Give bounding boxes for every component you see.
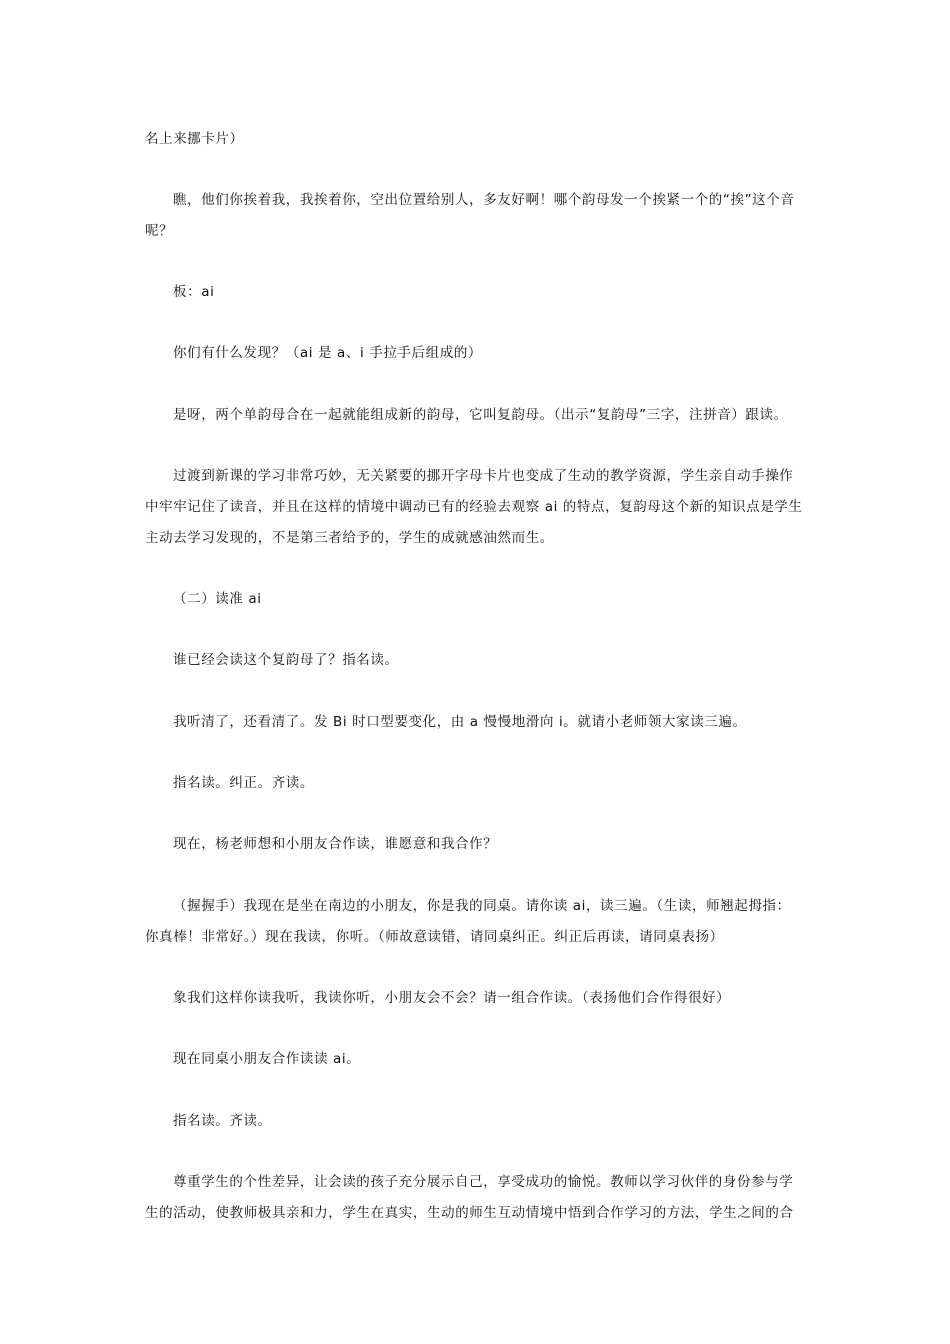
- text-line: 主动去学习发现的，不是第三者给予的，学生的成就感油然而生。: [145, 530, 554, 546]
- paragraph-commentary-respect: [145, 1167, 809, 1229]
- paragraph-group-reading: [145, 983, 809, 1014]
- text-line: 瞧，他们你挨着我，我挨着你，空出位置给别人，多友好啊！哪个韵母发一个挨紧一个的“挨”这个音: [173, 192, 795, 208]
- text-line: 是呀，两个单韵母合在一起就能组成新的韵母，它叫复韵母。（出示“复韵母”三字，注拼音）跟读。: [173, 407, 788, 423]
- text-line: 现在，杨老师想和小朋友合作读，谁愿意和我合作？: [173, 836, 498, 852]
- paragraph-read-all: [145, 1106, 809, 1137]
- text-line: 板：ai: [173, 284, 215, 300]
- text-line: 谁已经会读这个复韵母了？指名读。: [173, 652, 399, 668]
- text-line: 呢？: [145, 223, 174, 239]
- paragraph-who-can-read: [145, 645, 809, 676]
- paragraph-read-correct: [145, 768, 809, 799]
- text-line: 生的活动，使教师极具亲和力，学生在真实，生动的师生互动情境中悟到合作学习的方法，学生之间的合: [145, 1205, 794, 1221]
- text-line: 指名读。齐读。: [173, 1113, 272, 1129]
- text-line: 过渡到新课的学习非常巧妙，无关紧要的挪开字母卡片也变成了生动的教学资源，学生亲自动手操作: [173, 468, 794, 484]
- paragraph-discovery: [145, 338, 809, 369]
- paragraph-cooperate: [145, 829, 809, 860]
- text-line: 现在同桌小朋友合作读读 ai。: [173, 1051, 361, 1067]
- paragraph-ai-question: [145, 185, 809, 247]
- paragraph-compound-final: [145, 400, 809, 431]
- paragraph-board: [145, 277, 809, 308]
- text-line: 尊重学生的个性差异，让会读的孩子充分展示自己，享受成功的愉悦。教师以学习伙伴的身份参与学: [173, 1174, 794, 1190]
- paragraph-handshake: [145, 891, 809, 953]
- text-line: 你真棒！非常好。）现在我读，你听。（师故意读错，请同桌纠正。纠正后再读，请同桌表扬）: [145, 929, 724, 945]
- text-line: （握握手）我现在是坐在南边的小朋友，你是我的同桌。请你读 ai，读三遍。（生读，师翘起拇指：: [173, 898, 791, 914]
- text-line: 指名读。纠正。齐读。: [173, 775, 314, 791]
- paragraph-continuation: [145, 124, 809, 155]
- text-line: 中牢牢记住了读音，并且在这样的情境中调动已有的经验去观察 ai 的特点，复韵母这个新的知识点是学生: [145, 499, 803, 515]
- text-line: 象我们这样你读我听，我读你听，小朋友会不会？请一组合作读。（表扬他们合作得很好）: [173, 990, 731, 1006]
- paragraph-commentary-transition: [145, 461, 809, 554]
- section-heading: [145, 584, 809, 615]
- paragraph-mouth-shape: [145, 707, 809, 738]
- text-line: 名上来挪卡片）: [145, 131, 244, 147]
- text-line: 你们有什么发现？（ai 是 a、i 手拉手后组成的）: [173, 345, 483, 361]
- text-line: 我听清了，还看清了。发 Bi 时口型要变化，由 a 慢慢地滑向 i。就请小老师领大家读三遍。: [173, 714, 747, 730]
- text-line: （二）读准 ai: [173, 591, 262, 607]
- paragraph-deskmates: [145, 1044, 809, 1075]
